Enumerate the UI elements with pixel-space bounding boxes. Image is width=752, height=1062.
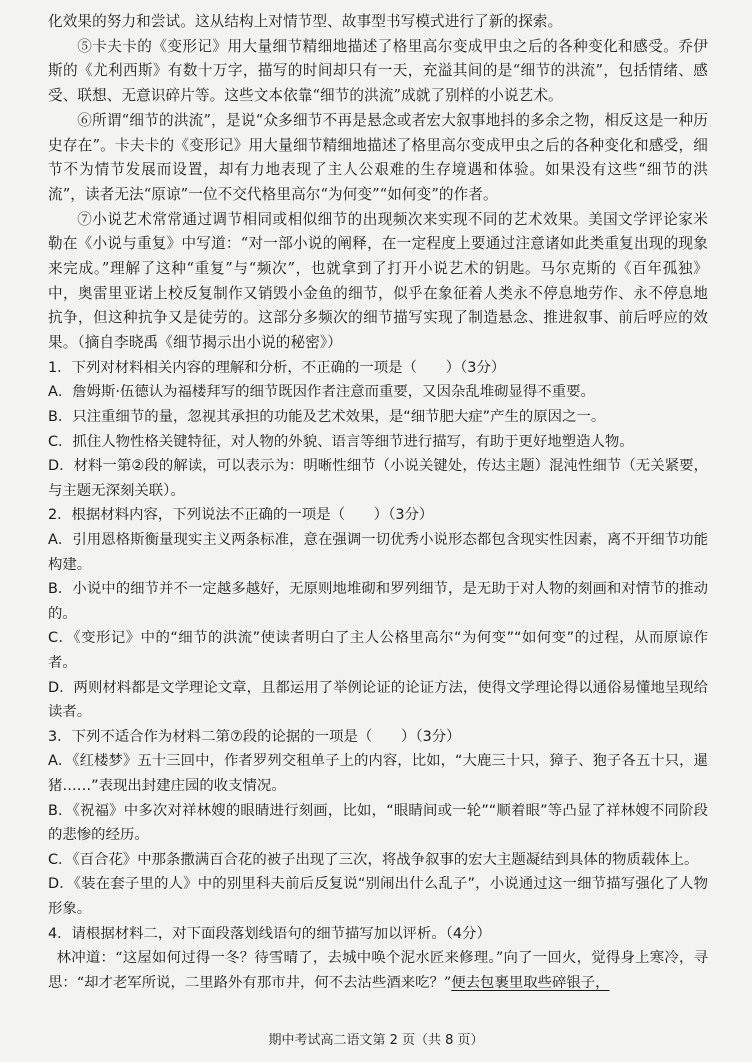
question-1-option-d: D．材料一第②段的解读，可以表示为：明晰性细节（小说关键处，传达主题）混沌性细节（无关紧要，与主题无深刻关联）。	[48, 458, 708, 499]
question-3	[48, 725, 708, 922]
question-2-option-d: D．两则材料都是文学理论文章，且都运用了举例论证的论证方法，使得文学理论得以通俗易懂地呈现给读者。	[48, 679, 708, 721]
excerpt-text: 林冲道：“这屋如何过得一冬？待雪晴了，去城中唤个泥水匠来修理。”向了一回火，觉得身上寒冷，寻思：“却才老军所说，二里路外有那市井，何不去沽些酒来吃？”	[48, 950, 708, 991]
paragraph-5: ⑤卡夫卡的《变形记》用大量细节精细地描述了格里高尔变成甲虫之后的各种变化和感受。乔伊斯的《尤利西斯》有数十万字，描写的时间却只有一天，充溢其间的是“细节的洪流”，包括情绪、感受、联想、无意识碎片等。这些文本依靠“细节的洪流”成就了别样的小说艺术。	[48, 37, 708, 105]
question-3-stem: 3．下列不适合作为材料二第⑦段的论据的一项是（ ）（3分）	[48, 728, 461, 745]
question-2	[48, 503, 708, 724]
paragraph-continuation: 化效果的努力和尝试。这从结构上对情节型、故事型书写模式进行了新的探索。	[48, 13, 563, 30]
question-2-stem: 2．根据材料内容，下列说法不正确的一项是（ ）（3分）	[48, 507, 434, 524]
question-1-stem: 1．下列对材料相关内容的理解和分析，不正确的一项是（ ）（3分）	[48, 359, 506, 376]
question-2-option-c: C．《变形记》中的“细节的洪流”使读者明白了主人公格里高尔“为何变”“如何变”的过程，从而原谅作者。	[48, 630, 708, 671]
paragraph-6: ⑥所谓“细节的洪流”，是说“众多细节不再是悬念或者宏大叙事地抖的多余之物，相反这是一种历史存在”。卡夫卡的《变形记》用大量细节精细地描述了格里高尔变成甲虫之后的各种变化和感受，细节不为情节发展而设置，却有力地表现了主人公艰难的生存境遇和体验。如果没有这些“细节的洪流”，读者无法“原谅”一位不交代格里高尔“为何变”“如何变”的作者。	[48, 111, 708, 203]
question-2-option-a: A．引用恩格斯衡量现实主义两条标准，意在强调一切优秀小说形态都包含现实性因素，离不开细节功能构建。	[48, 532, 708, 573]
question-4	[48, 922, 708, 996]
question-3-option-a: A．《红楼梦》五十三回中，作者罗列交租单子上的内容，比如，“大鹿三十只，獐子、狍子各五十只，暹猪……”表现出封建庄园的收支情况。	[48, 753, 708, 794]
question-1-option-c: C．抓住人物性格关键特征，对人物的外貌、语言等细节进行描写，有助于更好地塑造人物。	[48, 433, 634, 450]
question-1	[48, 356, 708, 504]
question-4-excerpt	[48, 946, 708, 995]
question-3-option-d: D．《装在套子里的人》中的别里科夫前后反复说“别闹出什么乱子”，小说通过这一细节描写强化了人物形象。	[48, 876, 708, 917]
page-footer: 期中考试高二语文第 2 页（共 8 页）	[268, 1033, 484, 1048]
question-1-option-a: A．詹姆斯·伍德认为福楼拜写的细节既因作者注意而重要，又因杂乱堆砌显得不重要。	[48, 384, 595, 401]
excerpt-underlined-text: 便去包裹里取些碎银子，	[451, 974, 610, 991]
question-1-option-b: B．只注重细节的量，忽视其承担的功能及艺术效果，是“细节肥大症”产生的原因之一。	[48, 409, 606, 426]
question-3-option-c: C．《百合花》中那条撒满百合花的被子出现了三次，将战争叙事的宏大主题凝结到具体的物质载体上。	[48, 851, 699, 868]
question-4-stem: 4．请根据材料二，对下面段落划线语句的细节描写加以评析。（4分）	[48, 925, 491, 942]
question-2-option-b: B．小说中的细节并不一定越多越好，无原则地堆砌和罗列细节，是无助于对人物的刻画和对情节的推动的。	[48, 581, 708, 622]
question-3-option-b: B．《祝福》中多次对祥林嫂的眼睛进行刻画，比如，“眼睛间或一轮”“顺着眼”等凸显了祥林嫂不同阶段的悲惨的经历。	[48, 802, 708, 844]
paragraph-7: ⑦小说艺术常常通过调节相同或相似细节的出现频次来实现不同的艺术效果。美国文学评论家米勒在《小说与重复》中写道：“对一部小说的阐释，在一定程度上要通过注意诸如此类重复出现的现象来完成。”理解了这种“重复”与“频次”，也就拿到了打开小说艺术的钥匙。马尔克斯的《百年孤独》中，奥雷里亚诺上校反复制作又销毁小金鱼的细节，似乎在象征着人类永不停息地劳作、永不停息地抗争，但这种抗争又是徒劳的。这部分多频次的细节描写实现了制造悬念、推进叙事、前后呼应的效果。（摘自李晓禹《细节揭示出小说的秘密》）	[48, 210, 708, 352]
